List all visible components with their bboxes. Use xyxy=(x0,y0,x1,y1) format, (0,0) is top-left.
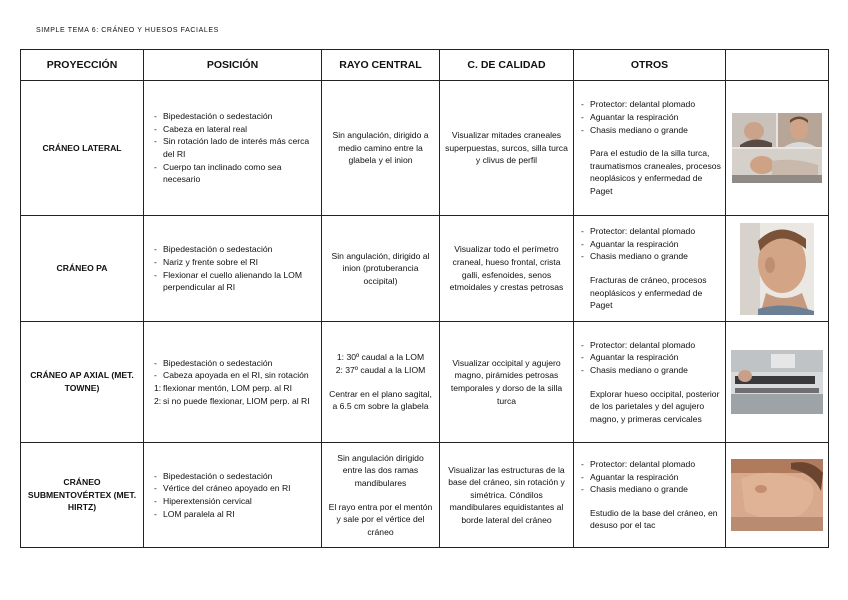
list-item: - Bipedestación o sedestación xyxy=(154,110,315,123)
table-header-row xyxy=(21,50,829,81)
central-ray-cell: Sin angulación, dirigido a medio camino entre la glabela y el inion xyxy=(322,81,440,216)
central-ray-cell xyxy=(322,322,440,443)
other-note: Fracturas de cráneo, procesos neoplásicos y enfermedad de Paget xyxy=(590,275,707,311)
list-item: - Cabeza apoyada en el RI, sin rotación xyxy=(154,369,315,382)
list-item: - Bipedestación o sedestación xyxy=(154,470,315,483)
list-item: - Chasis mediano o grande xyxy=(581,250,721,263)
table-row xyxy=(21,81,829,216)
other-cell xyxy=(574,443,726,548)
quality-cell: Visualizar occipital y agujero magno, pirámides petrosas temporales y dorso de la silla turca xyxy=(440,322,574,443)
central-ray-extra: El rayo entra por el mentón y sale por el vértice del cráneo xyxy=(328,501,433,537)
document-title: SIMPLE TEMA 6: CRÁNEO Y HUESOS FACIALES xyxy=(36,27,219,34)
list-item: - Nariz y frente sobre el RI xyxy=(154,256,315,269)
other-cell xyxy=(574,322,726,443)
quality-cell: Visualizar mitades craneales superpuestas, surcos, silla turca y clivus de perfil xyxy=(440,81,574,216)
list-item: - Chasis mediano o grande xyxy=(581,483,721,496)
table-row xyxy=(21,443,829,548)
list-item: - Bipedestación o sedestación xyxy=(154,357,315,370)
list-item: - Protector: delantal plomado xyxy=(581,339,721,352)
central-ray-text: Centrar en el plano sagital, a 6.5 cm sobre la glabela xyxy=(329,388,432,412)
patient-lateral-skull-photo-icon xyxy=(732,113,822,183)
list-item: - Vértice del cráneo apoyado en RI xyxy=(154,482,315,495)
projection-cell: CRÁNEO AP AXIAL (MET. TOWNE) xyxy=(21,322,144,443)
central-ray-cell: Sin angulación, dirigido al inion (protuberancia occipital) xyxy=(322,216,440,322)
list-text: si no puede flexionar, LIOM perp. al RI xyxy=(163,395,310,406)
position-cell xyxy=(144,216,322,322)
other-note: Explorar hueso occipital, posterior de los parietales y del agujero magno, y primeras cervicales xyxy=(590,388,720,424)
list-item: - Cabeza en lateral real xyxy=(154,123,315,136)
list-text: flexionar mentón, LOM perp. al RI xyxy=(163,383,292,393)
list-item: - Protector: delantal plomado xyxy=(581,225,721,238)
position-cell xyxy=(144,322,322,443)
quality-cell: Visualizar todo el perímetro craneal, hueso frontal, crista galli, esfenoides, senos etmoidales y crestas petrosas xyxy=(440,216,574,322)
list-item: - Aguantar la respiración xyxy=(581,111,721,124)
projection-table xyxy=(20,49,829,548)
projection-cell: CRÁNEO SUBMENTOVÉRTEX (MET. HIRTZ) xyxy=(21,443,144,548)
list-number: 2: xyxy=(154,395,162,406)
header-otros: OTROS xyxy=(574,50,726,81)
central-ray-text: Sin angulación dirigido entre las dos ramas mandibulares xyxy=(337,452,424,488)
list-number: 1: xyxy=(154,383,162,393)
position-cell xyxy=(144,81,322,216)
header-proyeccion: PROYECCIÓN xyxy=(21,50,144,81)
list-item: - Aguantar la respiración xyxy=(581,351,721,364)
list-item xyxy=(154,395,315,408)
list-item: - Hiperextensión cervical xyxy=(154,495,315,508)
projection-cell: CRÁNEO PA xyxy=(21,216,144,322)
image-cell xyxy=(726,81,829,216)
other-cell xyxy=(574,81,726,216)
table-row xyxy=(21,322,829,443)
list-item: - Protector: delantal plomado xyxy=(581,98,721,111)
list-item: - Cuerpo tan inclinado como sea necesario xyxy=(154,161,315,186)
header-image xyxy=(726,50,829,81)
other-note: Para el estudio de la silla turca, traumatismos craneales, procesos neoplásicos y enfermedad de Paget xyxy=(590,148,721,196)
list-item: - LOM paralela al RI xyxy=(154,508,315,521)
list-item: - Aguantar la respiración xyxy=(581,238,721,251)
patient-towne-supine-photo-icon xyxy=(731,350,823,414)
list-item: - Chasis mediano o grande xyxy=(581,364,721,377)
other-note: Estudio de la base del cráneo, en desuso por el tac xyxy=(590,507,718,531)
header-posicion: POSICIÓN xyxy=(144,50,322,81)
central-ray-line: 2: 37º caudal a la LIOM xyxy=(335,364,426,375)
image-cell xyxy=(726,443,829,548)
list-item: - Sin rotación lado de interés más cerca del RI xyxy=(154,135,315,160)
position-cell xyxy=(144,443,322,548)
list-item: - Flexionar el cuello alienando la LOM perpendicular al RI xyxy=(154,269,315,294)
quality-cell: Visualizar las estructuras de la base del cráneo, sin rotación y simétrica. Cóndilos mandibulares equidistantes al borde lateral del cráneo xyxy=(440,443,574,548)
header-calidad: C. DE CALIDAD xyxy=(440,50,574,81)
list-item xyxy=(154,382,315,395)
header-rayo-central: RAYO CENTRAL xyxy=(322,50,440,81)
table-row xyxy=(21,216,829,322)
list-item: - Aguantar la respiración xyxy=(581,471,721,484)
list-item: - Chasis mediano o grande xyxy=(581,124,721,137)
image-cell xyxy=(726,216,829,322)
image-cell xyxy=(726,322,829,443)
list-item: - Bipedestación o sedestación xyxy=(154,243,315,256)
other-cell xyxy=(574,216,726,322)
central-ray-line: 1: 30º caudal a la LOM xyxy=(336,352,425,363)
central-ray-cell xyxy=(322,443,440,548)
projection-cell: CRÁNEO LATERAL xyxy=(21,81,144,216)
patient-pa-skull-photo-icon xyxy=(740,223,814,315)
patient-hirtz-photo-icon xyxy=(731,459,823,531)
list-item: - Protector: delantal plomado xyxy=(581,458,721,471)
